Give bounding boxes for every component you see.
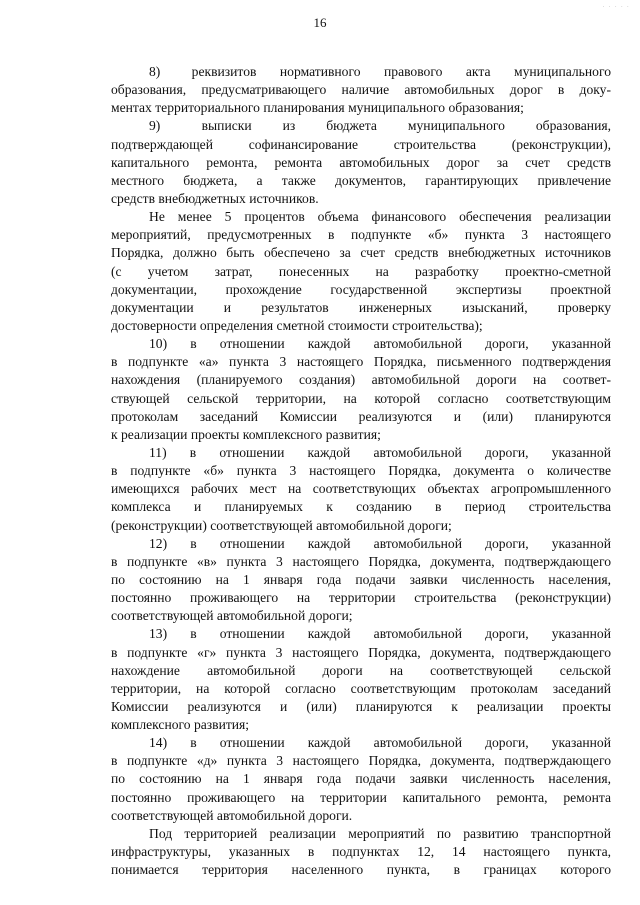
text-line: в подпункте «г» пункта 3 настоящего Порядка, документа, подтверждающего [111, 644, 611, 660]
page-number: 16 [313, 15, 327, 30]
text-line: территории, на которой согласно соответствующим протоколам заседаний [111, 680, 611, 696]
text-line: образования, предусматривающего наличие автомобильных дорог в доку- [111, 82, 611, 98]
text-line: комплекса и планируемых к созданию в период строительства [111, 499, 611, 515]
text-line: к реализации проекты комплексного развития; [111, 426, 381, 442]
text-line: постоянно проживающего на территории строительства (реконструкции) [111, 590, 611, 606]
text-line: мероприятий, предусмотренных в подпункте «б» пункта 3 настоящего [111, 227, 611, 243]
text-line: (реконструкции) соответствующей автомобильной дороги; [111, 517, 452, 533]
text-line: инфраструктуры, указанных в подпунктах 12, 14 настоящего пункта, [111, 844, 611, 860]
text-line: ментах территориального планирования муниципального образования; [111, 100, 524, 116]
text-line: 12) в отношении каждой автомобильной дороги, указанной [149, 535, 611, 551]
text-line: 14) в отношении каждой автомобильной дороги, указанной [149, 735, 611, 751]
text-line: нахождение автомобильной дороги на соответствующей сельской [111, 662, 611, 678]
text-line: в подпункте «б» пункта 3 настоящего Порядка, документа о количестве [111, 463, 611, 479]
text-line: в подпункте «в» пункта 3 настоящего Порядка, документа, подтверждающего [111, 553, 611, 569]
text-line: соответствующей автомобильной дороги. [111, 807, 353, 823]
text-line: нахождения (планируемого создания) автомобильной дороги на соответ- [111, 372, 611, 388]
text-line: по состоянию на 1 января года подачи заявки численность населения, [111, 771, 611, 787]
text-line: имеющихся рабочих мест на соответствующих объектах агропромышленного [111, 481, 611, 497]
text-line: (с учетом затрат, понесенных на разработку проектно-сметной [111, 263, 611, 279]
text-line: 13) в отношении каждой автомобильной дороги, указанной [149, 626, 611, 642]
text-line: документации, прохождение государственной экспертизы проектной [111, 281, 611, 297]
text-line: средств внебюджетных источников. [111, 190, 319, 206]
text-line: в подпункте «а» пункта 3 настоящего Порядка, письменного подтверждения [111, 354, 611, 370]
text-line: протоколам заседаний Комиссии реализуются и (или) планируются [111, 408, 611, 424]
text-line: постоянно проживающего на территории капитального ремонта, ремонта [111, 789, 611, 805]
text-line: соответствующей автомобильной дороги; [111, 608, 353, 624]
text-line: Комиссии реализуются и (или) планируются к реализации проекты [111, 698, 611, 714]
text-line: 8) реквизитов нормативного правового акта муниципального [149, 64, 611, 79]
text-line: достоверности определения сметной стоимости строительства); [111, 317, 483, 333]
document-body [111, 63, 611, 879]
text-line: 10) в отношении каждой автомобильной дороги, указанной [149, 336, 611, 352]
text-line: понимается территория населенного пункта, в границах которого [111, 862, 611, 878]
text-line: Не менее 5 процентов объема финансового обеспечения реализации [149, 209, 611, 225]
text-line: 11) в отношении каждой автомобильной дороги, указанной [149, 444, 611, 460]
text-line: подтверждающей софинансирование строительства (реконструкции), [111, 136, 611, 152]
text-line: 9) выписки из бюджета муниципального образования, [149, 118, 611, 134]
text-line: Под территорией реализации мероприятий по развитию транспортной [149, 825, 611, 841]
text-line: документации и результатов инженерных изысканий, проверку [111, 299, 611, 315]
text-line: Порядка, должно быть обеспечено за счет средств внебюджетных источников [111, 245, 611, 261]
text-line: местного бюджета, а также документов, гарантирующих привлечение [111, 172, 611, 188]
text-line: ствующей сельской территории, на которой согласно соответствующим [111, 390, 611, 406]
text-line: капитального ремонта, ремонта автомобильных дорог за счет средств [111, 154, 611, 170]
text-line: в подпункте «д» пункта 3 настоящего Порядка, документа, подтверждающего [111, 753, 611, 769]
text-line: комплексного развития; [111, 717, 250, 733]
page-corner-mark: · · · · · [602, 3, 630, 11]
text-line: по состоянию на 1 января года подачи заявки численность населения, [111, 571, 611, 587]
